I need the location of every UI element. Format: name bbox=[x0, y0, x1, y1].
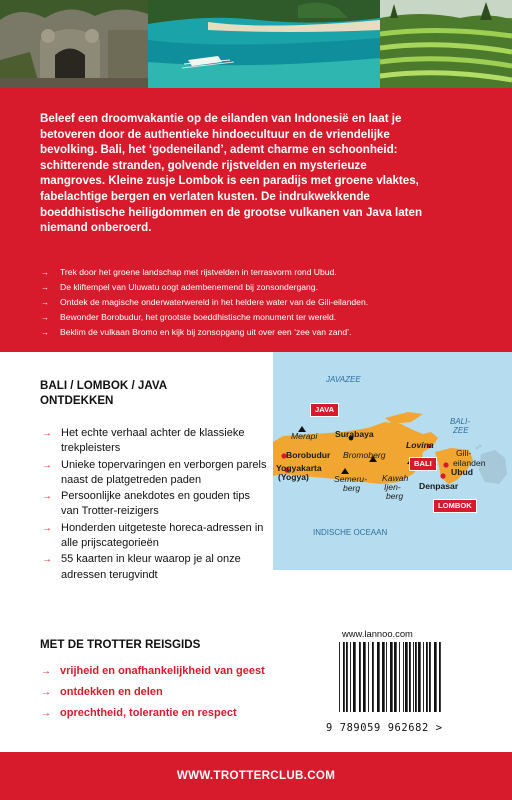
barcode-bar bbox=[409, 642, 411, 712]
isbn-number: 9 789059 962682 > bbox=[326, 722, 443, 734]
highlight-item bbox=[40, 325, 480, 340]
barcode-bar bbox=[343, 642, 345, 712]
barcode-bar bbox=[368, 642, 369, 712]
map-label-semeru-2: berg bbox=[343, 483, 361, 493]
map-tag-bali: BALI bbox=[409, 457, 437, 471]
barcode-bar bbox=[372, 642, 374, 712]
temple-photo bbox=[0, 0, 148, 88]
features-list bbox=[40, 426, 270, 584]
arrow-icon: → bbox=[42, 459, 52, 471]
gili-island bbox=[479, 445, 482, 448]
trotter-values-list bbox=[40, 664, 310, 728]
feature-text: Het echte verhaal achter de klassieke trekpleisters bbox=[61, 427, 245, 455]
arrow-icon: → bbox=[42, 428, 52, 439]
barcode-bar bbox=[363, 642, 366, 712]
map-tag-lombok: LOMBOK bbox=[433, 499, 477, 513]
barcode-bar bbox=[439, 642, 441, 712]
footer-url[interactable]: WWW.TROTTERCLUB.COM bbox=[176, 769, 336, 782]
feature-item bbox=[40, 489, 270, 519]
section-title-line: ONTDEKKEN bbox=[40, 394, 114, 407]
barcode-bar bbox=[418, 642, 421, 712]
feature-text: Persoonlijke anekdotes en gouden tips van Trotter-reizigers bbox=[61, 490, 250, 518]
feature-text: Honderden uitgeteste horeca-adressen in alle prijscategorieën bbox=[61, 521, 264, 549]
trotter-value-item bbox=[40, 664, 310, 680]
highlight-item bbox=[40, 295, 480, 310]
intro-line: boeddhistische heiligdommen en de grootse vulkanen van Java laten bbox=[40, 205, 423, 219]
arrow-icon: → bbox=[42, 554, 52, 566]
highlights-list bbox=[40, 265, 480, 340]
map-label-gili-2: eilanden bbox=[453, 458, 486, 468]
intro-line: schitterende stranden, golvende rijstvelden en mysterieuze bbox=[40, 158, 367, 172]
madura-island bbox=[385, 412, 423, 424]
arrow-icon: → bbox=[41, 666, 51, 677]
map-label-kawah-2: Ijen- bbox=[384, 482, 401, 492]
barcode-bar bbox=[377, 642, 380, 712]
highlight-text: Trek door het groene landschap met rijstvelden in terrasvorm rond Ubud. bbox=[60, 267, 337, 277]
barcode-bar bbox=[350, 642, 351, 712]
barcode-bar bbox=[423, 642, 424, 712]
trotter-title: MET DE TROTTER REISGIDS bbox=[40, 638, 201, 651]
map-sea-bali-1: BALI- bbox=[450, 417, 471, 426]
arrow-icon: → bbox=[41, 328, 49, 338]
feature-item bbox=[40, 426, 270, 456]
gili-island bbox=[476, 447, 479, 450]
barcode-bar bbox=[429, 642, 431, 712]
arrow-icon: → bbox=[41, 687, 51, 699]
map-label-yogyakarta: Yogyakarta bbox=[276, 463, 322, 473]
highlight-item bbox=[40, 280, 480, 295]
highlight-text: Beklim de vulkaan Bromo en kijk bij zonsopgang uit over een ‘zee van zand’. bbox=[60, 327, 352, 338]
feature-item bbox=[40, 552, 270, 582]
map-label-lovina: Lovina bbox=[406, 440, 434, 450]
map-label-surabaya: Surabaya bbox=[335, 429, 374, 439]
barcode-bar bbox=[346, 642, 348, 712]
trotter-value-text: ontdekken en delen bbox=[60, 686, 163, 699]
highlight-item bbox=[40, 310, 480, 325]
highlight-item bbox=[40, 265, 480, 280]
beach-photo bbox=[148, 0, 380, 88]
barcode-bar bbox=[426, 642, 428, 712]
intro-panel bbox=[0, 88, 512, 352]
arrow-icon: → bbox=[41, 268, 49, 277]
highlight-text: Ontdek de magische onderwaterwereld in het heldere water van de Gili-eilanden. bbox=[60, 297, 369, 308]
highlight-text: Bewonder Borobudur, het grootste boeddhistische monument ter wereld. bbox=[60, 312, 337, 323]
map-label-borobudur: Borobudur bbox=[286, 450, 331, 460]
intro-line: betoveren door de authentieke hindoecultuur en de vriendelijke bbox=[40, 127, 390, 141]
intro-line: bevolking. Bali, het ‘godeneiland’, ademt charme en schoonheid: bbox=[40, 143, 398, 157]
feature-text: 55 kaarten in kleur waarop je al onze adressen terugvindt bbox=[61, 553, 241, 581]
map-label-kawah-1: Kawah bbox=[382, 473, 409, 483]
arrow-icon: → bbox=[42, 522, 52, 534]
arrow-icon: → bbox=[41, 283, 49, 293]
map-sea-north: JAVAZEE bbox=[326, 375, 361, 384]
city-dot bbox=[440, 473, 445, 478]
intro-line: fabelachtige bergen en verlaten kusten. De indrukwekkende bbox=[40, 189, 370, 203]
map-label-ubud: Ubud bbox=[451, 467, 473, 477]
trotter-value-item bbox=[40, 685, 310, 701]
map-label-kawah-3: berg bbox=[386, 491, 404, 501]
intro-line: mangroves. Kleine zusje Lombok is een paradijs met groene vlaktes, bbox=[40, 174, 419, 188]
map-label-denpasar: Denpasar bbox=[419, 481, 459, 491]
barcode-bar bbox=[339, 642, 340, 712]
intro-text bbox=[40, 111, 480, 236]
city-dot bbox=[443, 462, 448, 467]
barcode-bars bbox=[339, 642, 475, 712]
barcode-bar bbox=[415, 642, 417, 712]
isbn-digits: 9 789059 962682 bbox=[326, 722, 429, 734]
barcode-bar bbox=[399, 642, 400, 712]
barcode-bar bbox=[386, 642, 387, 712]
region-map bbox=[273, 352, 512, 570]
intro-line: Beleef een droomvakantie op de eilanden van Indonesië en laat je bbox=[40, 112, 402, 125]
barcode-bar bbox=[382, 642, 385, 712]
map-label-merapi: Merapi bbox=[291, 431, 318, 441]
barcode-bar bbox=[413, 642, 414, 712]
arrow-icon: → bbox=[41, 298, 49, 308]
barcode-bar bbox=[434, 642, 437, 712]
arrow-icon: → bbox=[42, 491, 52, 503]
barcode-bar bbox=[353, 642, 356, 712]
footer-bar bbox=[0, 752, 512, 800]
highlight-text: De kliftempel van Uluwatu oogt adembenemend bij zonsondergang. bbox=[60, 282, 318, 293]
barcode-bar bbox=[390, 642, 393, 712]
rice-terrace-photo bbox=[380, 0, 512, 88]
map-label-yogya: (Yogya) bbox=[278, 472, 309, 482]
arrow-icon: → bbox=[41, 313, 49, 323]
feature-item bbox=[40, 521, 270, 551]
map-sea-bali-2: ZEE bbox=[453, 426, 469, 435]
arrow-icon: → bbox=[41, 708, 51, 720]
map-sea-south: INDISCHE OCEAAN bbox=[313, 528, 388, 537]
section-title-line: BALI / LOMBOK / JAVA bbox=[40, 379, 168, 392]
map-tag-java: JAVA bbox=[310, 403, 339, 417]
trotter-value-text: oprechtheid, tolerantie en respect bbox=[60, 707, 237, 720]
section-title bbox=[40, 378, 270, 408]
photo-strip bbox=[0, 0, 512, 88]
barcode-bar bbox=[405, 642, 408, 712]
map-label-semeru-1: Semeru- bbox=[334, 474, 367, 484]
barcode-bar bbox=[403, 642, 404, 712]
barcode-bar bbox=[394, 642, 397, 712]
intro-line: niemand onberoerd. bbox=[40, 221, 152, 235]
trotter-value-text: vrijheid en onafhankelijkheid van geest bbox=[60, 665, 265, 677]
map-label-gili-1: Gili- bbox=[456, 448, 472, 458]
map-label-bromoberg: Bromoberg bbox=[343, 450, 386, 460]
feature-text: Unieke topervaringen en verborgen parels naast de platgetreden paden bbox=[61, 458, 267, 486]
barcode-bar bbox=[359, 642, 361, 712]
feature-item bbox=[40, 458, 270, 488]
trotter-value-item bbox=[40, 706, 310, 722]
publisher-url[interactable]: www.lannoo.com bbox=[342, 628, 413, 639]
